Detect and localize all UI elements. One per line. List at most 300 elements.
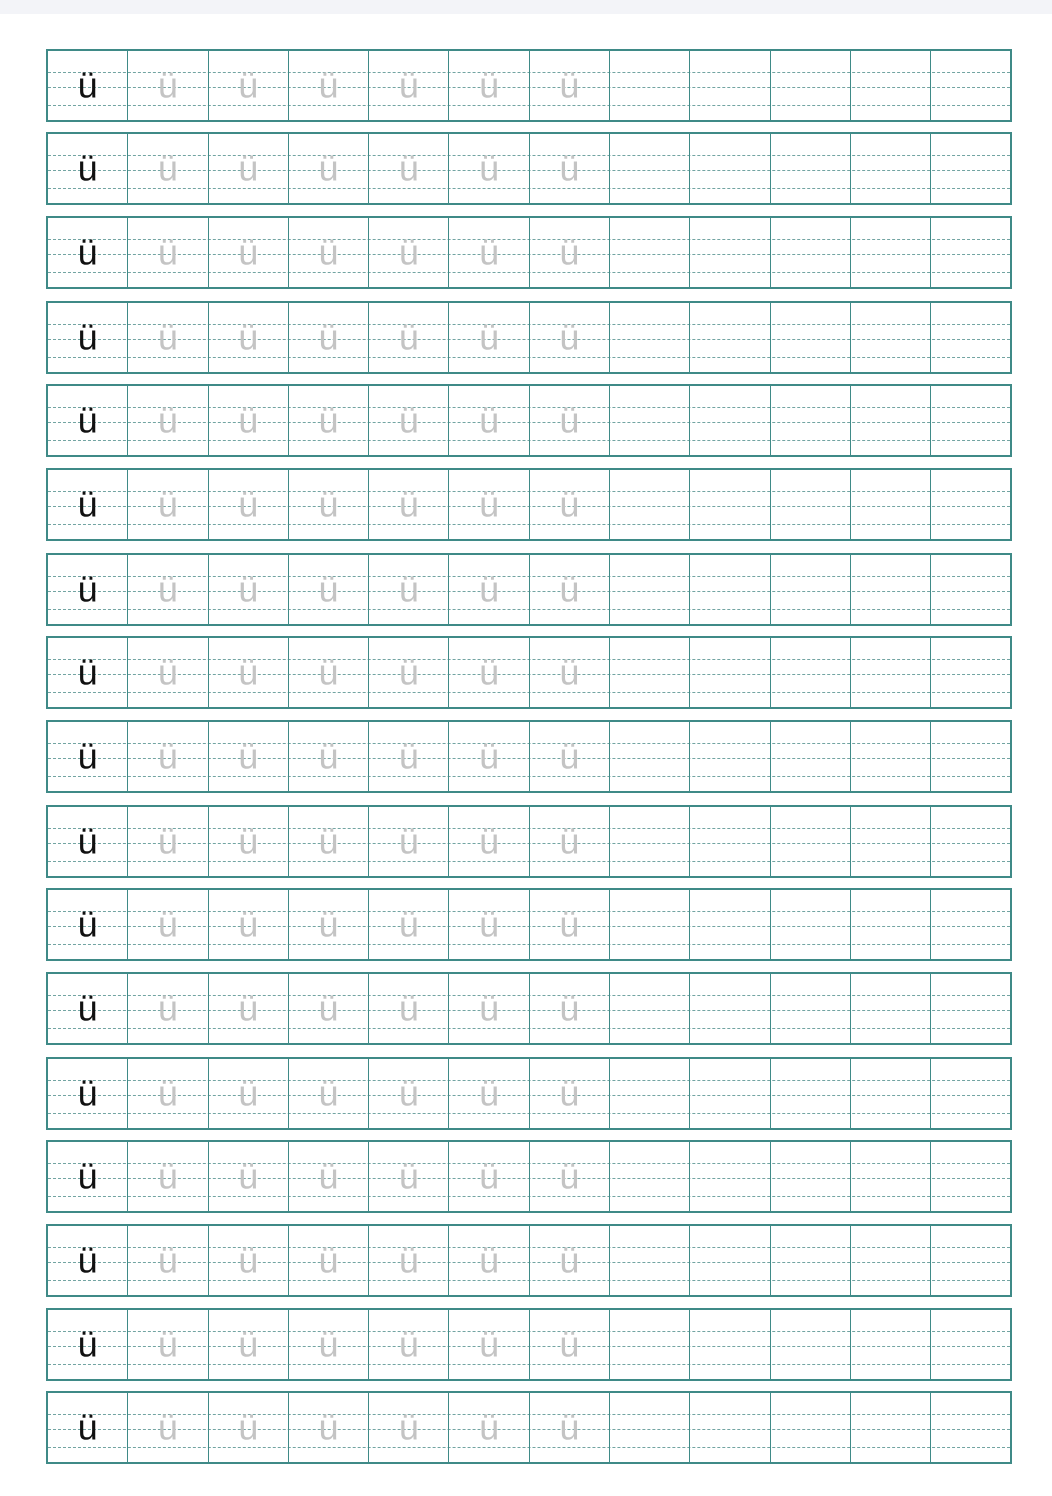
blank-cell	[851, 1393, 931, 1462]
trace-cell	[369, 638, 449, 707]
trace-letter: ü	[238, 650, 259, 692]
trace-cell	[289, 51, 369, 120]
trace-letter: ü	[398, 819, 419, 861]
blank-cell	[771, 386, 851, 455]
model-cell	[48, 51, 128, 120]
trace-cell	[209, 1059, 289, 1128]
blank-cell	[851, 638, 931, 707]
model-letter: ü	[77, 734, 98, 776]
trace-letter: ü	[238, 902, 259, 944]
trace-letter: ü	[398, 902, 419, 944]
trace-cell	[128, 1059, 208, 1128]
trace-letter: ü	[157, 567, 178, 609]
trace-letter: ü	[157, 902, 178, 944]
trace-letter: ü	[238, 1154, 259, 1196]
trace-letter: ü	[398, 650, 419, 692]
trace-letter: ü	[157, 1405, 178, 1447]
trace-cell	[209, 555, 289, 624]
trace-cell	[209, 890, 289, 959]
blank-cell	[851, 134, 931, 203]
trace-cell	[209, 722, 289, 791]
model-cell	[48, 974, 128, 1043]
trace-cell	[289, 555, 369, 624]
trace-letter: ü	[479, 1071, 500, 1113]
trace-letter: ü	[318, 230, 339, 272]
trace-cell	[530, 1310, 610, 1379]
blank-cell	[610, 1310, 690, 1379]
model-letter: ü	[77, 1154, 98, 1196]
blank-cell	[610, 974, 690, 1043]
trace-cell	[449, 1142, 529, 1211]
trace-letter: ü	[559, 567, 580, 609]
trace-cell	[369, 303, 449, 372]
trace-cell	[209, 974, 289, 1043]
trace-letter: ü	[559, 986, 580, 1028]
trace-letter: ü	[559, 63, 580, 105]
trace-cell	[128, 890, 208, 959]
trace-letter: ü	[559, 819, 580, 861]
trace-letter: ü	[238, 230, 259, 272]
trace-letter: ü	[157, 734, 178, 776]
blank-cell	[610, 1059, 690, 1128]
blank-cell	[931, 974, 1010, 1043]
blank-cell	[771, 974, 851, 1043]
trace-letter: ü	[398, 1322, 419, 1364]
trace-letter: ü	[559, 650, 580, 692]
practice-row	[46, 1224, 1012, 1297]
trace-cell	[530, 1059, 610, 1128]
blank-cell	[851, 218, 931, 287]
trace-cell	[530, 218, 610, 287]
trace-cell	[530, 386, 610, 455]
trace-letter: ü	[398, 63, 419, 105]
trace-letter: ü	[238, 63, 259, 105]
model-letter: ü	[77, 482, 98, 524]
trace-cell	[530, 974, 610, 1043]
trace-cell	[449, 807, 529, 876]
trace-letter: ü	[559, 1405, 580, 1447]
model-cell	[48, 890, 128, 959]
model-letter: ü	[77, 1238, 98, 1280]
trace-letter: ü	[398, 146, 419, 188]
trace-cell	[289, 890, 369, 959]
blank-cell	[610, 890, 690, 959]
trace-cell	[209, 134, 289, 203]
blank-cell	[690, 807, 770, 876]
trace-cell	[128, 218, 208, 287]
trace-letter: ü	[479, 482, 500, 524]
blank-cell	[771, 555, 851, 624]
trace-cell	[530, 470, 610, 539]
blank-cell	[931, 386, 1010, 455]
trace-cell	[209, 1226, 289, 1295]
trace-cell	[128, 1142, 208, 1211]
trace-cell	[449, 890, 529, 959]
trace-cell	[530, 638, 610, 707]
trace-letter: ü	[318, 63, 339, 105]
trace-cell	[369, 1310, 449, 1379]
trace-letter: ü	[157, 1322, 178, 1364]
trace-letter: ü	[479, 1238, 500, 1280]
blank-cell	[690, 1142, 770, 1211]
model-cell	[48, 638, 128, 707]
blank-cell	[851, 890, 931, 959]
trace-letter: ü	[318, 1322, 339, 1364]
trace-letter: ü	[479, 230, 500, 272]
trace-cell	[369, 722, 449, 791]
trace-cell	[369, 1059, 449, 1128]
trace-letter: ü	[479, 146, 500, 188]
trace-cell	[369, 218, 449, 287]
trace-cell	[128, 638, 208, 707]
blank-cell	[690, 51, 770, 120]
practice-row	[46, 384, 1012, 457]
model-cell	[48, 134, 128, 203]
trace-letter: ü	[479, 986, 500, 1028]
trace-cell	[369, 1226, 449, 1295]
trace-cell	[128, 134, 208, 203]
model-letter: ü	[77, 398, 98, 440]
trace-letter: ü	[318, 734, 339, 776]
trace-letter: ü	[559, 1322, 580, 1364]
trace-letter: ü	[157, 1238, 178, 1280]
trace-letter: ü	[318, 1154, 339, 1196]
blank-cell	[771, 1142, 851, 1211]
model-letter: ü	[77, 146, 98, 188]
trace-cell	[209, 218, 289, 287]
trace-cell	[289, 1226, 369, 1295]
trace-letter: ü	[398, 986, 419, 1028]
trace-letter: ü	[479, 902, 500, 944]
blank-cell	[771, 303, 851, 372]
trace-letter: ü	[318, 986, 339, 1028]
trace-letter: ü	[479, 315, 500, 357]
blank-cell	[771, 722, 851, 791]
model-cell	[48, 722, 128, 791]
trace-letter: ü	[479, 63, 500, 105]
blank-cell	[610, 1393, 690, 1462]
trace-letter: ü	[559, 734, 580, 776]
trace-cell	[449, 1226, 529, 1295]
model-cell	[48, 1226, 128, 1295]
model-letter: ü	[77, 1405, 98, 1447]
trace-letter: ü	[398, 1071, 419, 1113]
trace-letter: ü	[318, 146, 339, 188]
blank-cell	[771, 890, 851, 959]
trace-letter: ü	[479, 398, 500, 440]
trace-letter: ü	[479, 1405, 500, 1447]
trace-cell	[449, 303, 529, 372]
blank-cell	[690, 722, 770, 791]
practice-row	[46, 468, 1012, 541]
blank-cell	[851, 974, 931, 1043]
trace-letter: ü	[157, 398, 178, 440]
blank-cell	[771, 1393, 851, 1462]
blank-cell	[610, 51, 690, 120]
trace-cell	[369, 974, 449, 1043]
trace-cell	[369, 51, 449, 120]
trace-cell	[530, 890, 610, 959]
practice-row	[46, 720, 1012, 793]
trace-letter: ü	[318, 398, 339, 440]
blank-cell	[610, 555, 690, 624]
trace-letter: ü	[398, 1405, 419, 1447]
model-cell	[48, 470, 128, 539]
trace-cell	[209, 807, 289, 876]
trace-cell	[449, 1393, 529, 1462]
trace-letter: ü	[238, 1071, 259, 1113]
blank-cell	[931, 638, 1010, 707]
trace-cell	[209, 1310, 289, 1379]
blank-cell	[690, 890, 770, 959]
blank-cell	[690, 1226, 770, 1295]
trace-cell	[449, 51, 529, 120]
blank-cell	[610, 722, 690, 791]
trace-cell	[449, 386, 529, 455]
blank-cell	[851, 555, 931, 624]
blank-cell	[851, 1059, 931, 1128]
model-letter: ü	[77, 902, 98, 944]
trace-letter: ü	[157, 230, 178, 272]
trace-cell	[209, 1393, 289, 1462]
trace-cell	[369, 555, 449, 624]
blank-cell	[931, 134, 1010, 203]
trace-letter: ü	[479, 650, 500, 692]
trace-cell	[289, 303, 369, 372]
blank-cell	[690, 386, 770, 455]
trace-cell	[209, 386, 289, 455]
blank-cell	[851, 303, 931, 372]
trace-letter: ü	[157, 146, 178, 188]
model-cell	[48, 1142, 128, 1211]
blank-cell	[851, 1142, 931, 1211]
trace-cell	[449, 555, 529, 624]
trace-cell	[289, 1393, 369, 1462]
trace-cell	[128, 1226, 208, 1295]
blank-cell	[851, 1226, 931, 1295]
trace-cell	[209, 303, 289, 372]
trace-letter: ü	[559, 482, 580, 524]
trace-cell	[449, 134, 529, 203]
blank-cell	[931, 51, 1010, 120]
trace-cell	[369, 1393, 449, 1462]
model-cell	[48, 303, 128, 372]
trace-cell	[530, 1226, 610, 1295]
trace-cell	[530, 51, 610, 120]
blank-cell	[931, 1059, 1010, 1128]
trace-cell	[289, 386, 369, 455]
trace-letter: ü	[238, 819, 259, 861]
model-cell	[48, 555, 128, 624]
blank-cell	[610, 807, 690, 876]
blank-cell	[851, 51, 931, 120]
trace-cell	[209, 470, 289, 539]
practice-row	[46, 1391, 1012, 1464]
trace-cell	[128, 1310, 208, 1379]
trace-letter: ü	[157, 63, 178, 105]
trace-cell	[289, 218, 369, 287]
blank-cell	[771, 218, 851, 287]
blank-cell	[610, 638, 690, 707]
trace-letter: ü	[479, 567, 500, 609]
trace-letter: ü	[398, 1238, 419, 1280]
trace-letter: ü	[559, 230, 580, 272]
blank-cell	[610, 303, 690, 372]
blank-cell	[931, 1142, 1010, 1211]
model-cell	[48, 1059, 128, 1128]
trace-letter: ü	[157, 650, 178, 692]
blank-cell	[690, 555, 770, 624]
trace-letter: ü	[559, 398, 580, 440]
blank-cell	[610, 1142, 690, 1211]
trace-letter: ü	[238, 1238, 259, 1280]
trace-letter: ü	[238, 567, 259, 609]
trace-cell	[369, 470, 449, 539]
trace-cell	[530, 807, 610, 876]
trace-letter: ü	[398, 734, 419, 776]
trace-letter: ü	[559, 1154, 580, 1196]
trace-letter: ü	[157, 819, 178, 861]
trace-cell	[128, 1393, 208, 1462]
trace-cell	[289, 1142, 369, 1211]
trace-cell	[369, 1142, 449, 1211]
blank-cell	[771, 1310, 851, 1379]
blank-cell	[610, 134, 690, 203]
trace-cell	[369, 386, 449, 455]
trace-letter: ü	[318, 1238, 339, 1280]
model-letter: ü	[77, 1071, 98, 1113]
blank-cell	[771, 1059, 851, 1128]
trace-cell	[449, 470, 529, 539]
trace-cell	[449, 218, 529, 287]
trace-cell	[209, 638, 289, 707]
model-letter: ü	[77, 650, 98, 692]
model-letter: ü	[77, 315, 98, 357]
blank-cell	[690, 974, 770, 1043]
trace-letter: ü	[398, 230, 419, 272]
trace-cell	[128, 555, 208, 624]
practice-row	[46, 49, 1012, 122]
trace-cell	[209, 51, 289, 120]
trace-letter: ü	[398, 1154, 419, 1196]
trace-letter: ü	[238, 1322, 259, 1364]
practice-row	[46, 1308, 1012, 1381]
trace-letter: ü	[157, 482, 178, 524]
practice-row	[46, 888, 1012, 961]
blank-cell	[851, 722, 931, 791]
trace-cell	[128, 303, 208, 372]
trace-letter: ü	[238, 986, 259, 1028]
trace-cell	[289, 638, 369, 707]
blank-cell	[610, 1226, 690, 1295]
trace-letter: ü	[238, 398, 259, 440]
trace-cell	[449, 638, 529, 707]
blank-cell	[931, 890, 1010, 959]
trace-cell	[369, 807, 449, 876]
trace-letter: ü	[318, 902, 339, 944]
trace-letter: ü	[157, 986, 178, 1028]
blank-cell	[851, 807, 931, 876]
trace-cell	[530, 303, 610, 372]
model-letter: ü	[77, 1322, 98, 1364]
blank-cell	[931, 1226, 1010, 1295]
trace-letter: ü	[559, 315, 580, 357]
blank-cell	[931, 1310, 1010, 1379]
trace-cell	[449, 1310, 529, 1379]
trace-letter: ü	[318, 1071, 339, 1113]
practice-row	[46, 132, 1012, 205]
practice-row	[46, 301, 1012, 374]
trace-cell	[369, 890, 449, 959]
model-cell	[48, 1393, 128, 1462]
blank-cell	[690, 470, 770, 539]
model-cell	[48, 1310, 128, 1379]
model-cell	[48, 386, 128, 455]
trace-cell	[449, 974, 529, 1043]
blank-cell	[851, 386, 931, 455]
trace-letter: ü	[398, 398, 419, 440]
trace-cell	[369, 134, 449, 203]
trace-letter: ü	[479, 1322, 500, 1364]
model-letter: ü	[77, 230, 98, 272]
blank-cell	[931, 722, 1010, 791]
trace-letter: ü	[398, 567, 419, 609]
trace-letter: ü	[318, 482, 339, 524]
trace-letter: ü	[238, 146, 259, 188]
trace-letter: ü	[398, 482, 419, 524]
blank-cell	[610, 386, 690, 455]
model-cell	[48, 807, 128, 876]
trace-letter: ü	[559, 1071, 580, 1113]
trace-letter: ü	[479, 1154, 500, 1196]
trace-letter: ü	[318, 315, 339, 357]
trace-cell	[449, 1059, 529, 1128]
practice-row	[46, 1057, 1012, 1130]
trace-cell	[209, 1142, 289, 1211]
blank-cell	[690, 638, 770, 707]
blank-cell	[931, 555, 1010, 624]
trace-cell	[289, 1059, 369, 1128]
practice-row	[46, 805, 1012, 878]
trace-cell	[128, 974, 208, 1043]
blank-cell	[931, 470, 1010, 539]
blank-cell	[931, 303, 1010, 372]
blank-cell	[690, 1393, 770, 1462]
trace-letter: ü	[318, 650, 339, 692]
blank-cell	[771, 470, 851, 539]
blank-cell	[931, 218, 1010, 287]
model-letter: ü	[77, 63, 98, 105]
practice-row	[46, 553, 1012, 626]
blank-cell	[851, 470, 931, 539]
model-letter: ü	[77, 567, 98, 609]
model-cell	[48, 218, 128, 287]
trace-letter: ü	[559, 902, 580, 944]
blank-cell	[771, 134, 851, 203]
trace-cell	[530, 1393, 610, 1462]
trace-letter: ü	[398, 315, 419, 357]
trace-letter: ü	[157, 1071, 178, 1113]
trace-cell	[530, 134, 610, 203]
trace-cell	[128, 51, 208, 120]
blank-cell	[771, 51, 851, 120]
blank-cell	[771, 807, 851, 876]
trace-letter: ü	[318, 1405, 339, 1447]
trace-cell	[289, 1310, 369, 1379]
trace-cell	[530, 722, 610, 791]
trace-letter: ü	[479, 734, 500, 776]
blank-cell	[610, 470, 690, 539]
